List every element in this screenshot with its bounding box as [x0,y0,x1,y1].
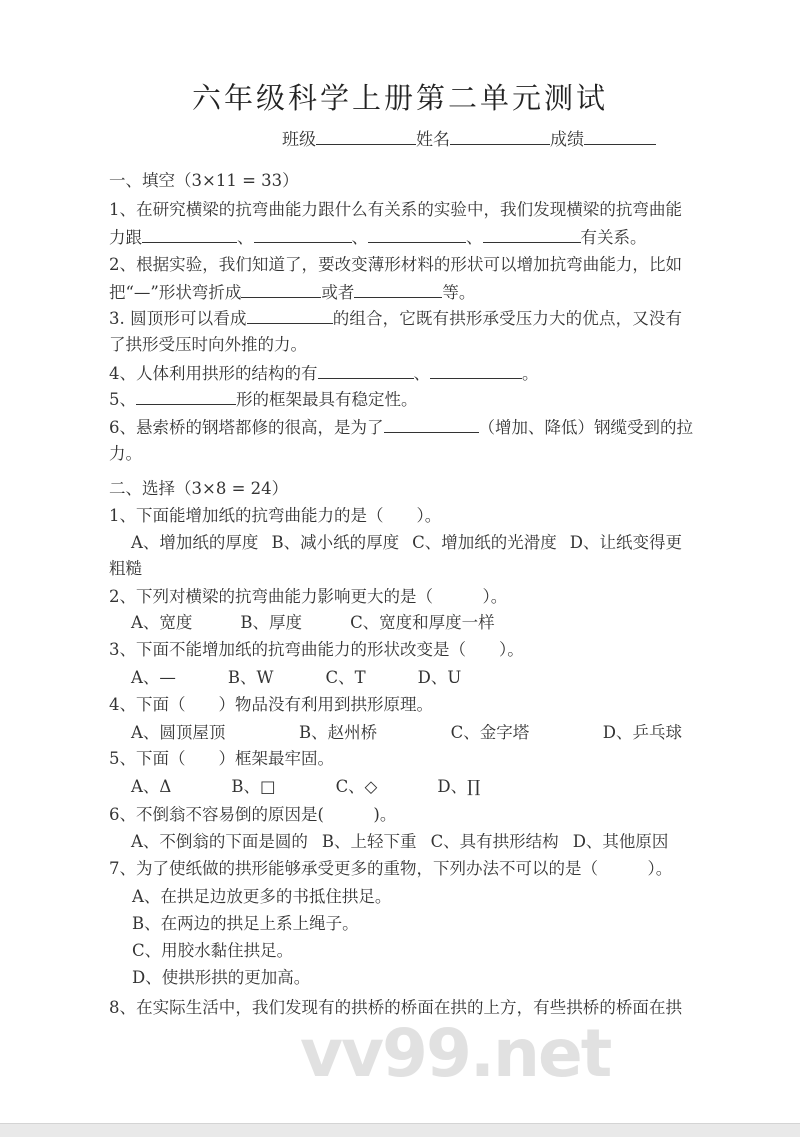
mc-q4-options [131,722,682,744]
text: 形的框架最具有稳定性。 [236,390,418,409]
text: 、 [413,364,430,383]
mc-q2-options [131,612,495,634]
option: C、T [325,668,366,687]
option: C、宽度和厚度一样 [350,613,495,632]
text: 4、人体利用拱形的结构的有 [109,364,318,383]
score-blank [584,128,656,145]
text: 5、 [109,390,136,409]
mc-q7-option-c: C、用胶水黏住拱足。 [132,941,294,960]
option: A、宽度 [131,613,193,632]
q3-line1 [109,307,682,330]
blank [247,307,333,324]
mc-q7-stem: 7、为了使纸做的拱形能够承受更多的重物，下列办法不可以的是（ ）。 [109,859,673,878]
mc-q2-stem: 2、下列对横梁的抗弯曲能力影响更大的是（ ）。 [109,587,508,606]
blank [368,226,466,243]
blank [430,362,522,379]
option: A、不倒翁的下面是圆的 [131,832,308,851]
text: （增加、降低）钢缆受到的拉 [478,418,693,437]
option: D、让纸变得更 [569,533,682,552]
mc-q3-options [131,667,461,689]
option: C、具有拱形结构 [430,832,559,851]
option: D、U [417,668,462,687]
q6-line2: 力。 [109,444,142,463]
blank [384,416,479,433]
q3-line2: 了拱形受压时向外推的力。 [109,335,307,354]
text: 力跟 [109,228,142,247]
text: 把“—”形状弯折成 [109,283,242,302]
text: 等。 [442,283,476,302]
q2-line2 [109,281,475,304]
mc-q1-cont: 粗糙 [109,559,142,578]
text: 、 [351,228,368,247]
option: C、增加纸的光滑度 [412,533,557,552]
class-blank [316,128,416,145]
name-blank [450,128,550,145]
blank [142,226,237,243]
option: C、金字塔 [450,723,530,742]
mc-q6-options [131,831,668,853]
mc-q7-option-a: A、在拱足边放更多的书抵住拱足。 [132,887,392,906]
option: B、W [227,668,274,687]
option: A、圆顶屋顶 [131,723,226,742]
option: A、— [131,668,176,687]
section1-heading: 一、填空（3×11 = 33） [109,171,299,190]
blank [136,388,236,405]
class-label: 班级 [282,130,316,150]
student-info-row [282,125,656,150]
watermark: vv99.net [300,1015,611,1092]
blank [318,362,414,379]
option: B、□ [231,777,276,796]
mc-q5-stem: 5、下面（ ）框架最牢固。 [109,749,334,768]
q4-line [109,362,539,385]
text: 、 [466,228,483,247]
option: D、∏ [437,777,481,796]
score-label: 成绩 [550,130,584,150]
option: B、厚度 [240,613,303,632]
text: 有关系。 [580,228,647,247]
mc-q3-stem: 3、下面不能增加纸的抗弯曲能力的形状改变是（ ）。 [109,640,524,659]
mc-q7-option-b: B、在两边的拱足上系上绳子。 [132,914,359,933]
section2-heading: 二、选择（3×8 = 24） [109,479,289,498]
mc-q5-options [131,776,480,798]
blank [354,281,442,298]
option: A、Δ [131,777,172,796]
text: 。 [522,364,539,383]
blank [483,226,581,243]
option: A、增加纸的厚度 [131,533,259,552]
option: B、上轻下重 [321,832,417,851]
text: 或者 [321,283,355,302]
option: D、乒乓球 [602,723,682,742]
mc-q6-stem: 6、不倒翁不容易倒的原因是( )。 [109,805,397,824]
option: C、◇ [335,777,378,796]
text: 的组合，它既有拱形承受压力大的优点，又没有 [332,309,682,328]
text: 、 [237,228,254,247]
q1-line2 [109,226,647,249]
mc-q4-stem: 4、下面（ ）物品没有利用到拱形原理。 [109,695,433,714]
option: D、其他原因 [572,832,669,851]
name-label: 姓名 [416,130,450,150]
blank [241,281,321,298]
mc-q8-stem: 8、在实际生活中，我们发现有的拱桥的桥面在拱的上方，有些拱桥的桥面在拱 [109,998,682,1017]
mc-q1-options [131,532,682,554]
mc-q7-option-d: D、使拱形拱的更加高。 [132,968,311,987]
q6-line1 [109,416,693,439]
page-title: 六年级科学上册第二单元测试 [191,81,608,115]
text: 3. 圆顶形可以看成 [109,309,247,328]
blank [254,226,352,243]
option: B、减小纸的厚度 [271,533,400,552]
q1-line1: 1、在研究横梁的抗弯曲能力跟什么有关系的实验中，我们发现横梁的抗弯曲能 [109,200,682,219]
q5-line [109,388,418,411]
option: B、赵州桥 [298,723,378,742]
mc-q1-stem: 1、下面能增加纸的抗弯曲能力的是（ ）。 [109,506,442,525]
q2-line1: 2、根据实验，我们知道了，要改变薄形材料的形状可以增加抗弯曲能力，比如 [109,255,682,274]
text: 6、悬索桥的钢塔都修的很高，是为了 [109,418,384,437]
